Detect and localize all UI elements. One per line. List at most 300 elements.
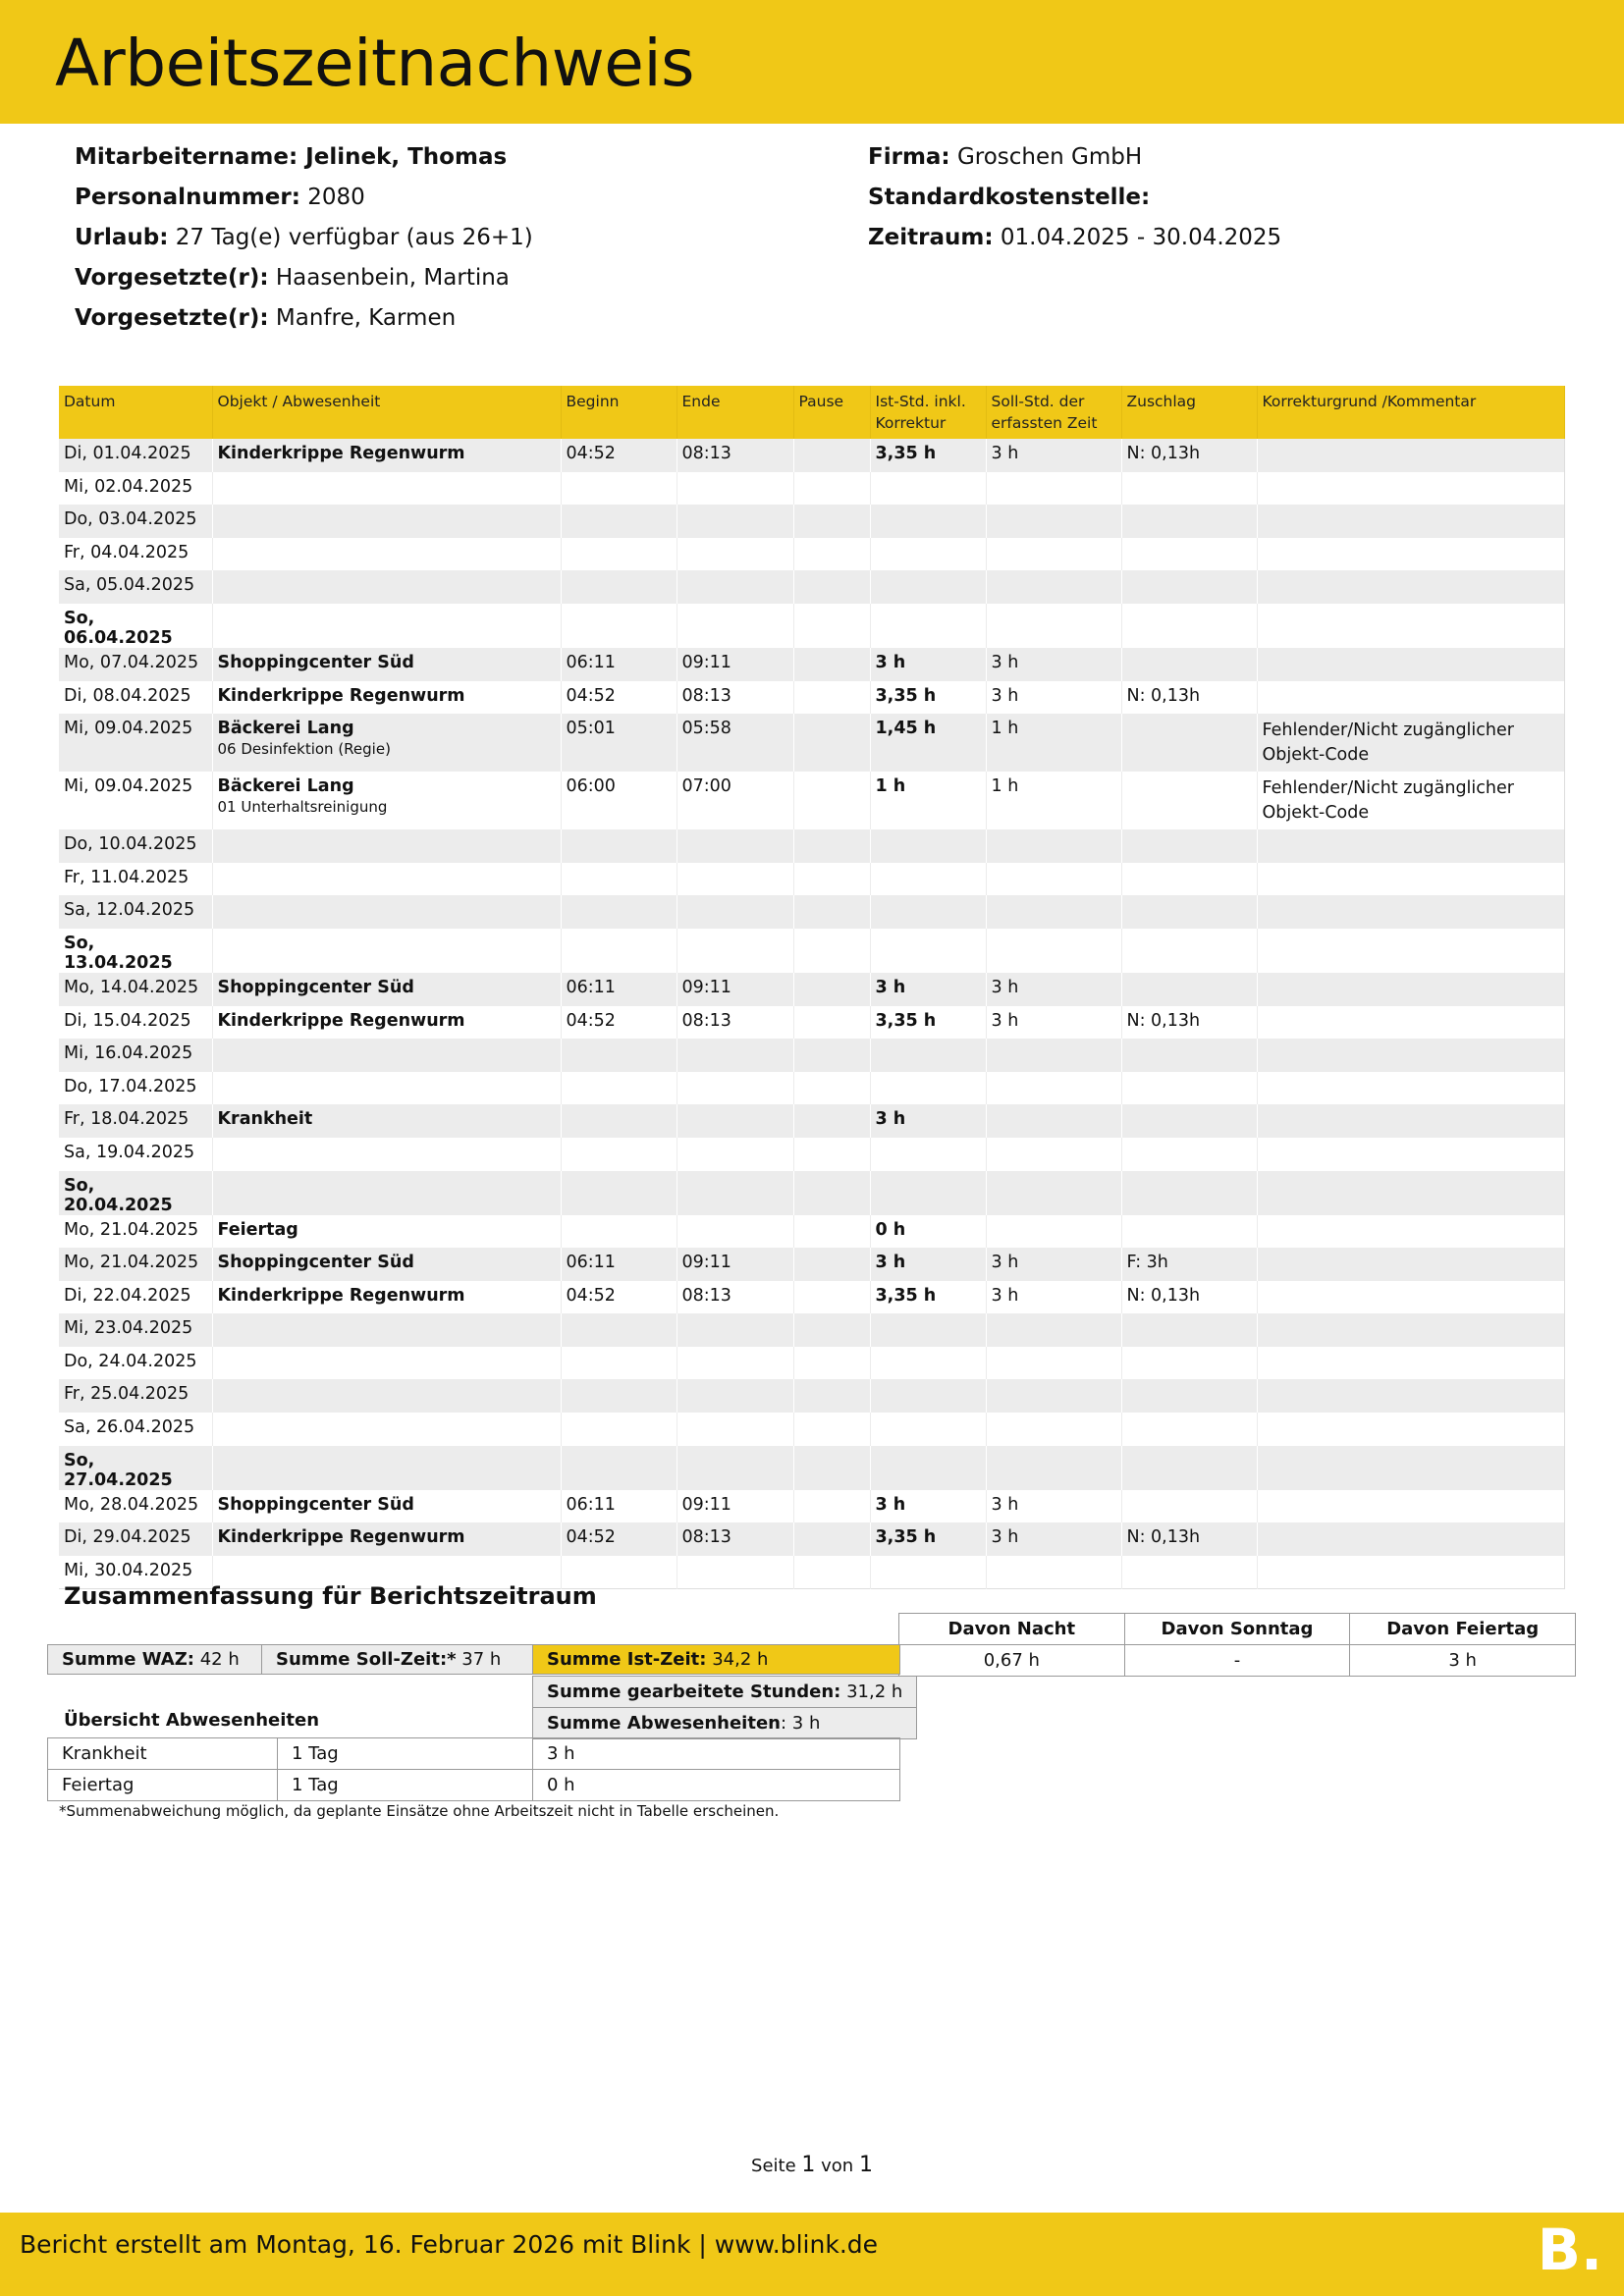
table-row [59,714,1564,772]
cell-pause [793,1556,870,1589]
cell-date: Mo, 21.04.2025 [59,1215,212,1249]
cell-soll: 1 h [986,772,1121,829]
supervisor-row-2 [75,298,533,339]
cell-comment [1257,1413,1564,1446]
cell-zuschlag [1121,1171,1257,1215]
cell-ist: 3,35 h [870,439,986,472]
summary-sub-table [532,1676,917,1739]
cell-zuschlag [1121,1039,1257,1072]
summe-worked [533,1677,917,1708]
cell-ist: 3 h [870,1104,986,1138]
cell-zuschlag [1121,472,1257,506]
cell-zuschlag [1121,648,1257,681]
table-row [59,895,1564,929]
cell-object [212,929,561,973]
cell-ist [870,863,986,896]
cell-zuschlag [1121,1215,1257,1249]
summe-waz-value: 42 h [199,1649,240,1670]
supervisor-row-1 [75,258,533,298]
cell-object [212,604,561,648]
cell-ist [870,570,986,604]
cell-date: Di, 15.04.2025 [59,1006,212,1040]
cell-comment [1257,1104,1564,1138]
cell-ist: 1,45 h [870,714,986,772]
cell-date: Mi, 02.04.2025 [59,472,212,506]
cell-zuschlag [1121,929,1257,973]
cell-comment [1257,1522,1564,1556]
cell-zuschlag [1121,714,1257,772]
cell-ist: 3,35 h [870,681,986,715]
value-davon-nacht: 0,67 h [899,1645,1125,1677]
summe-absent-value: : 3 h [780,1713,821,1734]
cell-soll [986,1104,1121,1138]
object-subtitle: 06 Desinfektion (Regie) [217,740,391,759]
cell-date: Do, 10.04.2025 [59,829,212,863]
cell-date: Fr, 11.04.2025 [59,863,212,896]
summary-extra-header-row [899,1614,1576,1645]
cell-begin: 06:00 [561,772,677,829]
cell-date: Mo, 21.04.2025 [59,1248,212,1281]
cell-date: Mi, 23.04.2025 [59,1313,212,1347]
cell-comment [1257,1347,1564,1380]
value-davon-sonntag: - [1124,1645,1350,1677]
table-row [59,1413,1564,1446]
cell-begin [561,1313,677,1347]
cell-ist: 1 h [870,772,986,829]
cell-begin [561,1446,677,1490]
cell-ist [870,1556,986,1589]
cell-comment: Fehlender/Nicht zugänglicher Objekt-Code [1257,772,1564,829]
object-name: Bäckerei Lang [217,719,354,739]
cell-pause [793,1413,870,1446]
cell-object [212,772,561,829]
cell-soll [986,895,1121,929]
absence-days: 1 Tag [278,1738,533,1770]
cell-zuschlag [1121,1072,1257,1105]
header-objekt: Objekt / Abwesenheit [212,386,561,439]
cell-date: Di, 22.04.2025 [59,1281,212,1314]
page-total: 1 [858,2153,873,2177]
cell-ist: 0 h [870,1215,986,1249]
cell-soll: 3 h [986,648,1121,681]
table-row [59,648,1564,681]
cell-begin [561,1347,677,1380]
summe-worked-value: 31,2 h [846,1682,903,1702]
cell-comment [1257,1039,1564,1072]
cell-begin [561,829,677,863]
cell-soll [986,604,1121,648]
cell-comment [1257,929,1564,973]
employee-info [75,137,533,339]
cell-date: Sa, 26.04.2025 [59,1413,212,1446]
cell-zuschlag [1121,1413,1257,1446]
cell-soll: 3 h [986,439,1121,472]
page-of-label: von [821,2156,854,2176]
cell-zuschlag [1121,1138,1257,1171]
cell-pause [793,1248,870,1281]
cell-comment [1257,1138,1564,1171]
summe-ist-value: 34,2 h [712,1649,769,1670]
object-name: Krankheit [217,1109,313,1130]
cell-zuschlag [1121,1556,1257,1589]
cell-date: Di, 08.04.2025 [59,681,212,715]
cell-comment [1257,1313,1564,1347]
cell-pause [793,1347,870,1380]
cell-object [212,1006,561,1040]
table-row [59,1039,1564,1072]
cell-zuschlag: N: 0,13h [1121,681,1257,715]
cell-pause [793,1171,870,1215]
cell-pause [793,538,870,571]
cell-zuschlag: N: 0,13h [1121,1006,1257,1040]
cell-ist [870,1379,986,1413]
cell-object [212,681,561,715]
company-info [868,137,1281,258]
cell-comment [1257,570,1564,604]
cell-comment: Fehlender/Nicht zugänglicher Objekt-Code [1257,714,1564,772]
cell-pause [793,1104,870,1138]
footer-text: Bericht erstellt am Montag, 16. Februar 2026 mit Blink | www.blink.de [20,2230,879,2259]
cell-comment [1257,1072,1564,1105]
cell-begin [561,1413,677,1446]
object-name: Kinderkrippe Regenwurm [217,1285,465,1306]
cell-object [212,570,561,604]
cell-soll [986,1215,1121,1249]
cell-date: Mi, 09.04.2025 [59,714,212,772]
cell-soll [986,1556,1121,1589]
cell-ist [870,929,986,973]
cell-begin [561,1104,677,1138]
vacation-value: 27 Tag(e) verfügbar (aus 26+1) [175,225,533,250]
header-davon-sonntag: Davon Sonntag [1124,1614,1350,1645]
object-name: Shoppingcenter Süd [217,1253,414,1273]
object-name: Bäckerei Lang [217,776,354,797]
table-row [59,1313,1564,1347]
cell-comment [1257,895,1564,929]
cell-begin [561,1039,677,1072]
cell-object [212,472,561,506]
header-beginn: Beginn [561,386,677,439]
header-davon-feiertag: Davon Feiertag [1350,1614,1576,1645]
cell-begin [561,538,677,571]
cell-ist: 3,35 h [870,1522,986,1556]
cell-soll [986,570,1121,604]
cell-date: Fr, 18.04.2025 [59,1104,212,1138]
cell-date: Di, 01.04.2025 [59,439,212,472]
cell-end [677,1138,793,1171]
cell-begin [561,472,677,506]
page-label: Seite [751,2156,796,2176]
cell-ist [870,829,986,863]
cell-begin [561,1215,677,1249]
cell-object [212,1215,561,1249]
cell-comment [1257,1248,1564,1281]
absence-row [48,1770,900,1801]
summe-worked-row [533,1677,917,1708]
table-row [59,929,1564,973]
summe-soll-label: Summe Soll-Zeit:* [276,1649,457,1670]
cell-comment [1257,1006,1564,1040]
cell-soll: 3 h [986,1006,1121,1040]
cell-end [677,929,793,973]
cell-zuschlag [1121,1313,1257,1347]
cell-soll [986,829,1121,863]
vacation-label: Urlaub: [75,225,169,250]
cell-date: So, 06.04.2025 [59,604,212,648]
absence-days: 1 Tag [278,1770,533,1801]
costcenter-label: Standardkostenstelle: [868,185,1151,210]
cell-zuschlag: N: 0,13h [1121,439,1257,472]
cell-comment [1257,1556,1564,1589]
cell-pause [793,1490,870,1523]
cell-pause [793,1138,870,1171]
cell-soll: 3 h [986,1281,1121,1314]
cell-zuschlag [1121,829,1257,863]
table-row [59,1522,1564,1556]
cell-date: Mo, 14.04.2025 [59,973,212,1006]
period-label: Zeitraum: [868,225,994,250]
cell-object [212,714,561,772]
supervisor-label-2: Vorgesetzte(r): [75,305,269,331]
summary-totals-row [48,1645,900,1675]
header-davon-nacht: Davon Nacht [899,1614,1125,1645]
summary-totals-table [47,1644,900,1675]
cell-date: Fr, 25.04.2025 [59,1379,212,1413]
table-row [59,570,1564,604]
cell-zuschlag [1121,505,1257,538]
cell-object [212,863,561,896]
cell-date: So, 27.04.2025 [59,1446,212,1490]
cell-end [677,829,793,863]
table-row [59,538,1564,571]
cell-object [212,1104,561,1138]
object-name: Kinderkrippe Regenwurm [217,1527,465,1548]
cell-ist [870,1313,986,1347]
page-number [0,2153,1624,2177]
cell-pause [793,570,870,604]
cell-soll: 3 h [986,681,1121,715]
table-row [59,1281,1564,1314]
cell-end: 08:13 [677,1522,793,1556]
cell-object [212,1281,561,1314]
cell-zuschlag [1121,604,1257,648]
cell-object [212,1490,561,1523]
summe-absent-label: Summe Abwesenheiten [547,1713,781,1734]
cell-begin: 04:52 [561,1522,677,1556]
cell-comment [1257,1379,1564,1413]
cell-begin: 06:11 [561,973,677,1006]
cell-soll [986,1446,1121,1490]
cell-zuschlag: F: 3h [1121,1248,1257,1281]
cell-ist [870,604,986,648]
header-pause: Pause [793,386,870,439]
cell-ist: 3 h [870,1490,986,1523]
cell-object [212,648,561,681]
summary-title: Zusammenfassung für Berichtszeitraum [64,1582,597,1610]
cell-pause [793,505,870,538]
cell-ist [870,538,986,571]
cell-comment [1257,1446,1564,1490]
cell-end: 05:58 [677,714,793,772]
cell-zuschlag [1121,570,1257,604]
cell-object [212,1313,561,1347]
summary-footnote: *Summenabweichung möglich, da geplante Einsätze ohne Arbeitszeit nicht in Tabelle erscheinen. [59,1802,780,1820]
cell-zuschlag [1121,538,1257,571]
absence-type: Feiertag [48,1770,278,1801]
cell-soll [986,1379,1121,1413]
cell-ist: 3,35 h [870,1281,986,1314]
cell-pause [793,973,870,1006]
table-row [59,1248,1564,1281]
table-row [59,1446,1564,1490]
cell-soll [986,1072,1121,1105]
table-row [59,1171,1564,1215]
header-ist: Ist-Std. inkl. Korrektur [870,386,986,439]
cell-zuschlag: N: 0,13h [1121,1522,1257,1556]
table-row [59,1072,1564,1105]
cell-end [677,570,793,604]
cell-zuschlag [1121,1446,1257,1490]
cell-end: 08:13 [677,1281,793,1314]
summe-ist-label: Summe Ist-Zeit: [547,1649,707,1670]
cell-ist [870,1446,986,1490]
cell-object [212,1248,561,1281]
summary-extra-value-row [899,1645,1576,1677]
cell-pause [793,1039,870,1072]
cell-ist [870,1138,986,1171]
cell-object [212,829,561,863]
cell-pause [793,648,870,681]
cell-date: So, 20.04.2025 [59,1171,212,1215]
cell-begin [561,1171,677,1215]
cell-soll [986,1171,1121,1215]
cell-pause [793,772,870,829]
table-row [59,439,1564,472]
cell-end: 09:11 [677,1490,793,1523]
cell-begin [561,929,677,973]
cell-end [677,472,793,506]
cell-object [212,1413,561,1446]
table-row [59,472,1564,506]
cell-end [677,538,793,571]
summary-extra-table [898,1613,1576,1677]
cell-pause [793,439,870,472]
cell-date: Sa, 19.04.2025 [59,1138,212,1171]
cell-begin: 06:11 [561,1490,677,1523]
cell-soll [986,505,1121,538]
object-name: Feiertag [217,1219,298,1240]
supervisor-label-1: Vorgesetzte(r): [75,265,269,291]
cell-soll [986,1138,1121,1171]
cell-soll [986,929,1121,973]
page-title: Arbeitszeitnachweis [55,26,695,101]
cell-object [212,1072,561,1105]
cell-zuschlag [1121,1490,1257,1523]
cell-object [212,439,561,472]
cell-begin: 04:52 [561,1281,677,1314]
absence-type: Krankheit [48,1738,278,1770]
personnel-label: Personalnummer: [75,185,300,210]
cell-end [677,1171,793,1215]
cell-end [677,1215,793,1249]
company-row [868,137,1281,178]
cell-end: 08:13 [677,439,793,472]
cell-date: Mo, 28.04.2025 [59,1490,212,1523]
table-row [59,1006,1564,1040]
summe-ist [533,1645,900,1675]
cell-date: Sa, 12.04.2025 [59,895,212,929]
absences-table [47,1737,900,1801]
cell-end [677,1072,793,1105]
cell-comment [1257,973,1564,1006]
cell-end [677,1379,793,1413]
table-row [59,973,1564,1006]
cell-begin [561,1138,677,1171]
cell-end: 09:11 [677,973,793,1006]
cell-end [677,1347,793,1380]
cell-comment [1257,538,1564,571]
cell-soll [986,1413,1121,1446]
table-row [59,1215,1564,1249]
cell-end [677,895,793,929]
cell-object [212,505,561,538]
cell-date: Fr, 04.04.2025 [59,538,212,571]
cell-soll: 3 h [986,1522,1121,1556]
period-row [868,218,1281,258]
cell-ist [870,1039,986,1072]
cell-begin [561,1072,677,1105]
company-label: Firma: [868,144,950,170]
cell-end [677,1104,793,1138]
page-current: 1 [801,2153,816,2177]
cell-pause [793,472,870,506]
object-subtitle: 01 Unterhaltsreinigung [217,798,388,817]
absences-title: Übersicht Abwesenheiten [64,1710,320,1731]
cell-comment [1257,472,1564,506]
personnel-value: 2080 [307,185,365,210]
cell-comment [1257,648,1564,681]
cell-zuschlag: N: 0,13h [1121,1281,1257,1314]
cell-pause [793,714,870,772]
cell-begin: 04:52 [561,681,677,715]
cell-end: 07:00 [677,772,793,829]
cell-comment [1257,829,1564,863]
cell-object [212,895,561,929]
cell-pause [793,1522,870,1556]
cell-soll [986,863,1121,896]
cell-ist: 3 h [870,648,986,681]
header-zuschlag: Zuschlag [1121,386,1257,439]
cell-begin: 05:01 [561,714,677,772]
absence-row [48,1738,900,1770]
cell-ist [870,1171,986,1215]
cell-comment [1257,439,1564,472]
cell-date: Do, 17.04.2025 [59,1072,212,1105]
cell-end: 08:13 [677,1006,793,1040]
cell-date: Do, 03.04.2025 [59,505,212,538]
cell-pause [793,681,870,715]
summe-soll [262,1645,533,1675]
cell-pause [793,829,870,863]
cell-pause [793,1215,870,1249]
table-row [59,772,1564,829]
cell-comment [1257,505,1564,538]
cell-zuschlag [1121,772,1257,829]
cell-ist [870,895,986,929]
table-row [59,505,1564,538]
cell-ist [870,1413,986,1446]
cell-date: Mo, 07.04.2025 [59,648,212,681]
